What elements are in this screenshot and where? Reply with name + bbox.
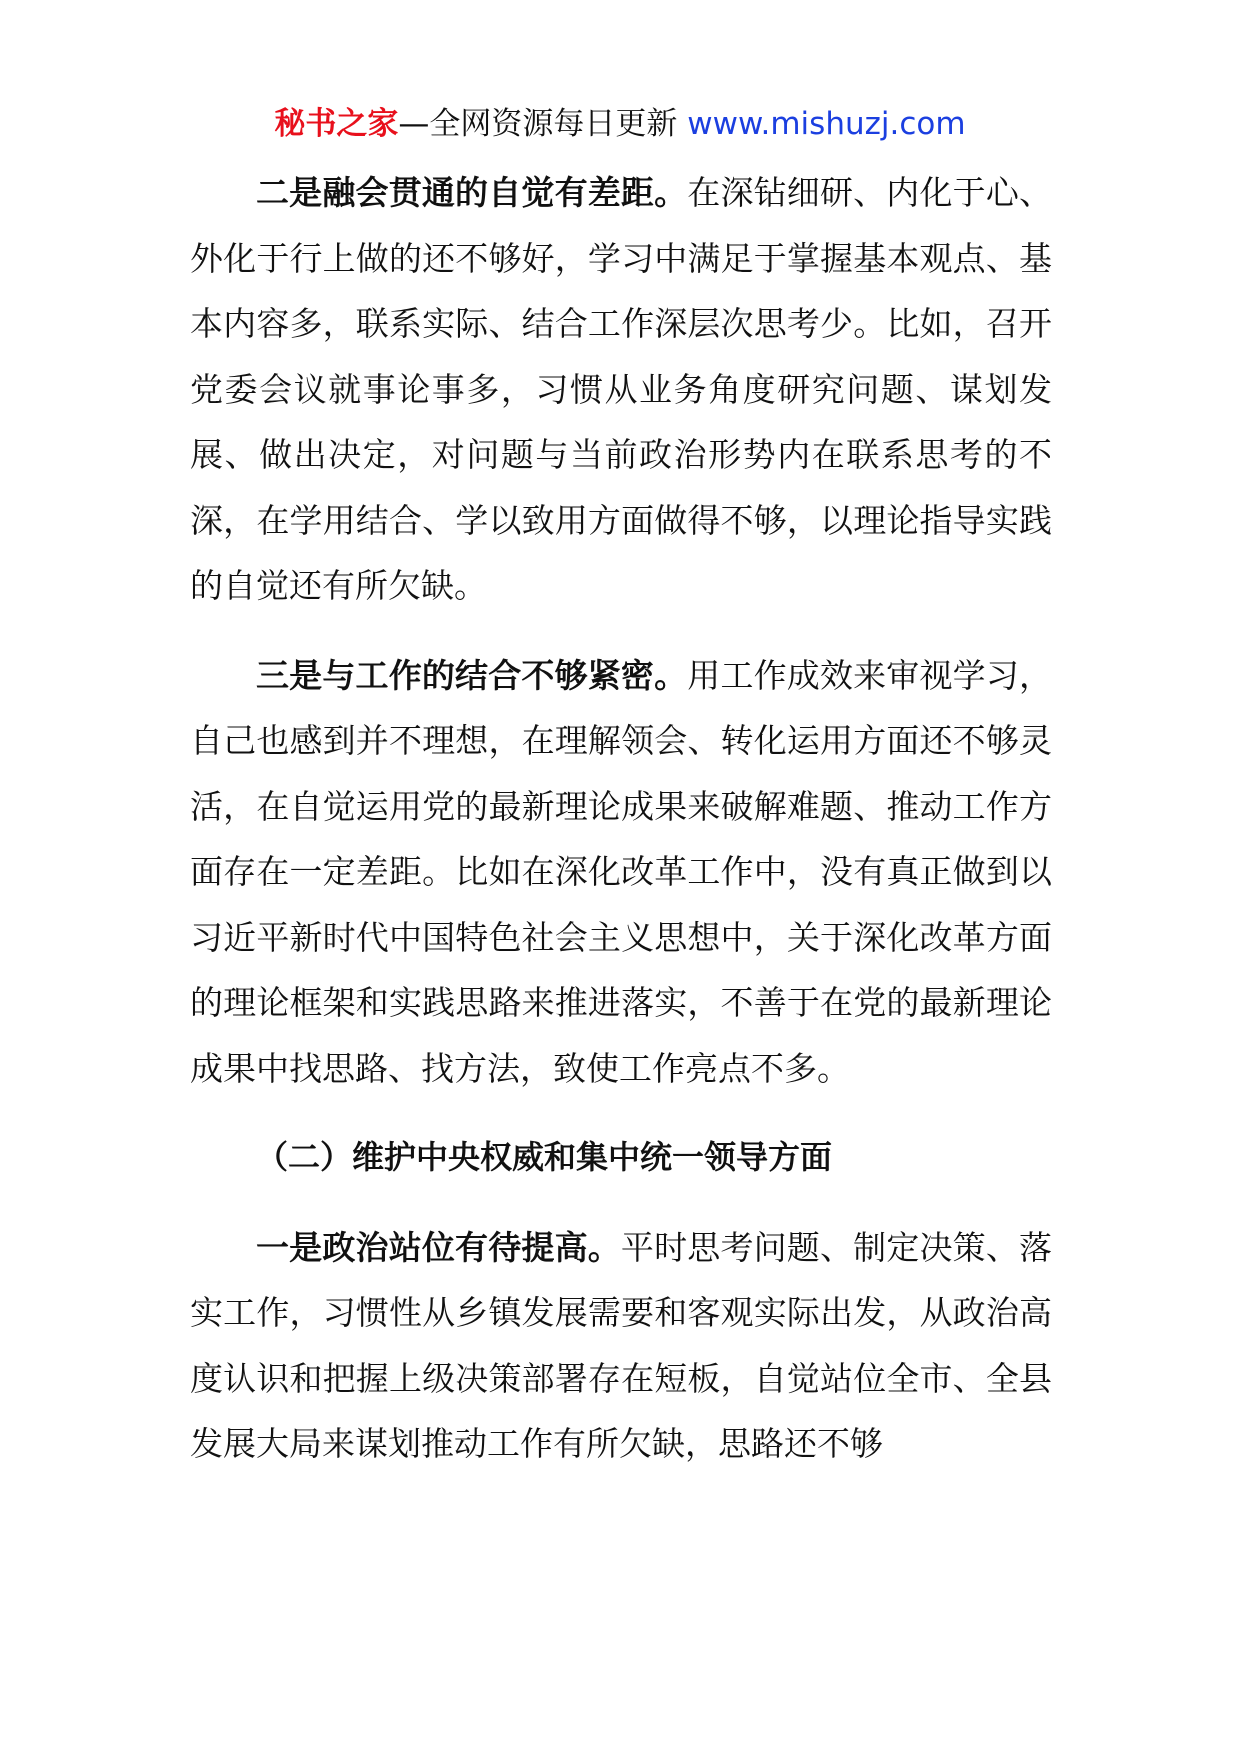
page-header xyxy=(0,104,1240,144)
header-tagline: —全网资源每日更新 xyxy=(398,106,688,142)
paragraph-lead: 二是融会贯通的自觉有差距。 xyxy=(256,173,688,212)
document-body xyxy=(190,160,1052,1477)
brand-name: 秘书之家 xyxy=(274,106,399,142)
paragraph-text: 在深钻细研、内化于心、外化于行上做的还不够好，学习中满足于掌握基本观点、基本内容多，联系实际、结合工作深层次思考少。比如，召开党委会议就事论事多，习惯从业务角度研究问题、谋划发展、做出决定，对问题与当前政治形势内在联系思考的不深，在学用结合、学以致用方面做得不够，以理论指导实践的自觉还有所欠缺。 xyxy=(190,173,1053,605)
paragraph-lead: 一是政治站位有待提高。 xyxy=(256,1227,621,1267)
paragraph-text: 用工作成效来审视学习，自己也感到并不理想，在理解领会、转化运用方面还不够灵活，在自觉运用党的最新理论成果来破解难题、推动工作方面存在一定差距。比如在深化改革工作中，没有真正做到以习近平新时代中国特色社会主义思想中，关于深化改革方面的理论框架和实践思路来推进落实，不善于在党的最新理论成果中找思路、找方法，致使工作亮点不多。 xyxy=(190,655,1053,1088)
section-heading: （二）维护中央权威和集中统一领导方面 xyxy=(256,1138,833,1176)
paragraph-text: 平时思考问题、制定决策、落实工作，习惯性从乡镇发展需要和客观实际出发，从政治高度认识和把握上级决策部署存在短板，自觉站位全市、全县发展大局来谋划推动工作有所欠缺，思路还不够 xyxy=(190,1227,1053,1463)
paragraph-work-combination xyxy=(190,643,1052,1102)
paragraph-political-standing xyxy=(190,1215,1052,1477)
paragraph-lead: 三是与工作的结合不够紧密。 xyxy=(256,655,688,695)
site-url-link[interactable]: www.mishuzj.com xyxy=(687,106,966,142)
paragraph-integration xyxy=(190,160,1052,619)
